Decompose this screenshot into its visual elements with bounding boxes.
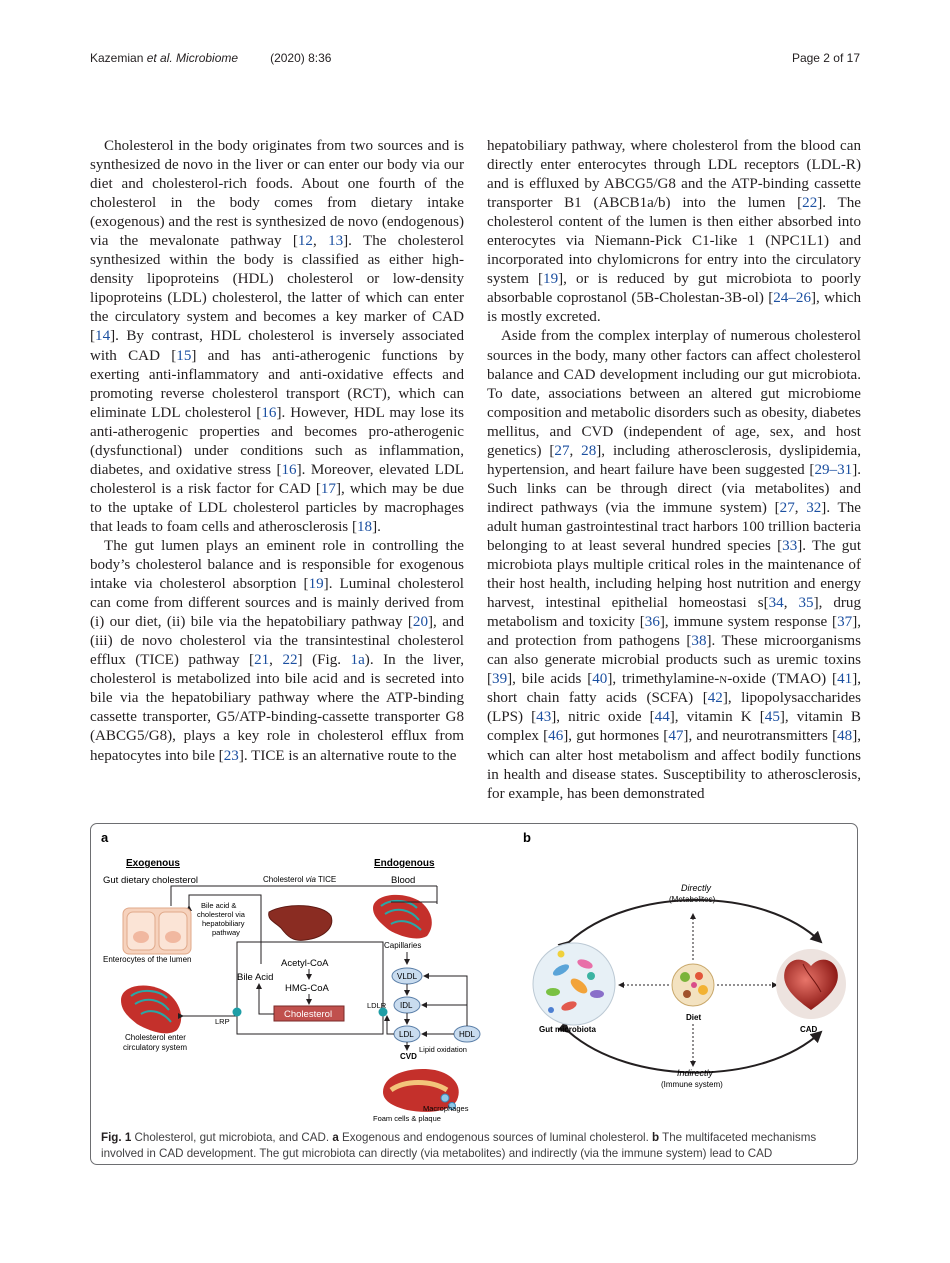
text-run: ], which is mostly excreted. (487, 290, 861, 326)
text-run: ). In the liver, cholesterol is metabolized into bile acid and is secreted into bile via the hepatobiliary pathway where the ATP-binding cassette transporter, G5/ATP-binding-cassette transporter G8 (ABCG5/G8), plays a key role in cholesterol efflux from hepatocytes into bile [ (90, 652, 464, 764)
hdl-label: HDL (459, 1030, 476, 1039)
citation-link[interactable]: 14 (95, 328, 111, 345)
panel-a-label: a (101, 830, 109, 845)
caption-text: The multifaceted mechanisms involved in CAD development. The gut microbiota can directly (via metabolites) and indirectly (via the immune system) lead to CAD (101, 1131, 817, 1160)
text-run: ], or is reduced by gut microbiota to poorly absorbable coprostanol (5B-Cholestan-3B-ol) [ (487, 271, 861, 307)
header-year-volume: (2020) 8:36 (270, 51, 332, 65)
citation-link[interactable]: 27 (554, 442, 570, 459)
figure-caption (101, 1130, 849, 1162)
header-etal: et al. (146, 51, 173, 65)
text-run: The gut lumen plays an eminent role in controlling the body’s cholesterol balance and is responsible for exogenous intake via cholesterol absorption [ (90, 537, 464, 593)
paragraph (90, 137, 464, 537)
text-run: , (783, 595, 799, 612)
citation-link[interactable]: 22 (282, 652, 298, 669)
citation-link[interactable]: 40 (592, 671, 608, 688)
text-run: , (269, 652, 283, 669)
bile-acid-label: Bile Acid (237, 972, 274, 983)
citation-link[interactable]: 18 (357, 518, 373, 535)
citation-link[interactable]: 15 (176, 347, 192, 364)
citation-link[interactable]: 13 (328, 233, 344, 250)
citation-link[interactable]: 45 (764, 709, 780, 726)
indirectly-label: Indirectly (677, 1068, 714, 1078)
citation-link[interactable]: 28 (581, 442, 597, 459)
enterocytes-label: Enterocytes of the lumen (103, 955, 192, 964)
immune-system-label: (Immune system) (661, 1080, 723, 1089)
citation-link[interactable]: 27 (779, 499, 795, 516)
header-journal: Microbiome (172, 51, 239, 65)
citation-link[interactable]: 20 (412, 614, 429, 631)
cad-label: CAD (800, 1025, 818, 1034)
text-run: ]. TICE is an alternative route to the (238, 747, 457, 764)
bile-acid-cholesterol-label-2: cholesterol via (197, 910, 245, 919)
citation-link[interactable]: 33 (782, 537, 798, 554)
lrp-receptor-node (233, 1008, 242, 1017)
liver-illustration (269, 906, 332, 941)
citation-link[interactable]: 42 (707, 690, 723, 707)
panel-b-label: b (523, 830, 531, 845)
citation-link[interactable]: 22 (802, 195, 818, 212)
idl-label: IDL (400, 1001, 413, 1010)
diet-label: Diet (686, 1013, 702, 1022)
blood-vessel-illustration-right (373, 895, 432, 939)
cad-heart-illustration (776, 949, 846, 1019)
citation-link[interactable]: 12 (297, 233, 313, 250)
text-run: ], gut hormones [ (563, 728, 669, 745)
directly-label: Directly (681, 883, 712, 893)
bile-acid-cholesterol-label-3: hepatobiliary (202, 919, 245, 928)
cholesterol-label: Cholesterol (284, 1009, 333, 1020)
text-run: ], bile acids [ (507, 671, 593, 688)
caption-text: Cholesterol, gut microbiota, and CAD. (131, 1131, 333, 1144)
text-run: , (794, 499, 807, 516)
right-column (487, 137, 861, 804)
ldlr-label: LDLR (367, 1001, 387, 1010)
figure-1 (90, 823, 858, 1165)
text-run: ], lipopolysaccharides (LPS) [ (487, 690, 861, 726)
citation-link[interactable]: 24–26 (773, 290, 811, 307)
text-run: ]. The cholesterol content of the lumen is then either absorbed into enterocytes via Niemann-Pick C1-like 1 (NPC1L1) and incorporated into chylomicrons for entry into the circulatory system [ (487, 195, 861, 288)
figure-link[interactable]: 1a (350, 652, 365, 669)
hdl-to-vldl-arrow (424, 976, 467, 1026)
blood-vessel-illustration-left (121, 985, 181, 1033)
text-run: ], including atherosclerosis, dyslipidemia, hypertension, and heart failure have been suggested [ (487, 442, 861, 478)
bile-acid-cholesterol-label-1: Bile acid & (201, 901, 237, 910)
citation-link[interactable]: 19 (308, 576, 324, 593)
endogenous-label: Endogenous (374, 858, 435, 869)
text-run: ], which can alter host metabolism and affect bodily functions in health and disease states. Susceptibility to atherosclerosis, for example, has been demonstrated (487, 728, 861, 802)
citation-link[interactable]: 44 (654, 709, 670, 726)
cholesterol-to-bile-arrow (259, 984, 274, 1014)
text-run: ]. The adult human gastrointestinal tract harbors 100 trillion bacteria belonging to at least several hundred species [ (487, 499, 861, 554)
exogenous-label: Exogenous (126, 858, 180, 869)
text-run: ]. Moreover, elevated LDL cholesterol is a risk factor for CAD [ (90, 461, 464, 497)
text-run: , (569, 442, 582, 459)
lipid-oxidation-label: Lipid oxidation (419, 1045, 467, 1054)
cvd-label: CVD (400, 1052, 417, 1061)
text-run: ]. (372, 518, 381, 535)
text-run: ], short chain fatty acids (SCFA) [ (487, 671, 861, 707)
text-run: ], and neurotransmitters [ (683, 728, 838, 745)
citation-link[interactable]: 16 (281, 461, 297, 478)
citation-link[interactable]: 19 (543, 271, 559, 288)
caption-text: Exogenous and endogenous sources of luminal cholesterol. (338, 1131, 653, 1144)
text-run: -oxide (TMAO) [ (727, 671, 838, 688)
citation-link[interactable]: 32 (806, 499, 822, 516)
text-run: ], nitric oxide [ (551, 709, 655, 726)
ldl-label: LDL (399, 1030, 414, 1039)
citation-link[interactable]: 41 (837, 671, 853, 688)
citation-link[interactable]: 16 (261, 404, 277, 421)
text-run: ] (Fig. (297, 652, 351, 669)
text-run: Cholesterol in the body originates from two sources and is synthesized de novo in the liver or can enter our body via our diet and cholesterol-rich foods. About one fourth of the cholesterol in the body comes from dietary intake (exogenous) and the rest is synthesized de novo (endogenous) via the mevalonate pathway [ (90, 138, 464, 250)
capillaries-label: Capillaries (384, 941, 422, 950)
tice-text-3: TICE (315, 875, 337, 884)
blood-label: Blood (391, 875, 416, 886)
citation-link[interactable]: 21 (254, 652, 270, 669)
left-column (90, 137, 464, 766)
gut-microbiota-illustration (533, 943, 615, 1025)
text-run: ]. Luminal cholesterol can come from different sources and is mainly derived from (i) our diet, (ii) bile via the hepatobiliary pathway [ (90, 576, 464, 631)
enterocytes-illustration (123, 908, 191, 954)
indirect-pathway-arrow (569, 1032, 821, 1073)
citation-link[interactable]: 38 (691, 633, 707, 650)
figure-diagram (91, 824, 857, 1124)
diet-illustration (672, 964, 714, 1006)
citation-link[interactable]: 23 (223, 747, 239, 764)
text-run: ]. These microorganisms can also generate microbial products such as uremic toxins [ (487, 633, 861, 688)
citation-link[interactable]: 34 (768, 595, 784, 612)
metabolites-label: (Metabolites) (669, 895, 716, 904)
text-run: Aside from the complex interplay of numerous cholesterol sources in the body, many other factors can affect cholesterol balance and CAD development including our gut microbiota. To date, associations between an altered gut microbiome composition and metabolic disorders such as obesity, diabetes mellitus, and CVD (independent of age, sex, and host genetics) [ (487, 328, 861, 459)
gut-microbiota-label: Gut microbiota (539, 1025, 596, 1034)
caption-panel-a: a (332, 1131, 339, 1144)
citation-link[interactable]: 48 (837, 728, 853, 745)
citation-link[interactable]: 29–31 (814, 461, 853, 478)
citation-link[interactable]: 46 (548, 728, 564, 745)
text-run: ]. The gut microbiota plays multiple critical roles in the maintenance of their host health, including helping host nutrition and energy harvest, intestinal epithelial homeostasi s[ (487, 537, 862, 612)
cholesterol-enter-label-2: circulatory system (123, 1043, 188, 1052)
bile-acid-cholesterol-label-4: pathway (212, 928, 240, 937)
paragraph (90, 537, 464, 766)
acetyl-coa-label: Acetyl-CoA (281, 958, 329, 969)
citation-link[interactable]: 35 (798, 595, 814, 612)
cholesterol-via-tice-label (263, 875, 336, 884)
tice-text-1: Cholesterol (263, 875, 306, 884)
text-run: hepatobiliary pathway, where cholesterol from the blood can directly enter enterocytes through LDL receptors (LDL-R) and is effluxed by ABCG5/G8 and the ATP-binding cassette transporter B1 (ABCB1a/b) into the lumen [ (487, 138, 861, 212)
citation-link[interactable]: 43 (536, 709, 552, 726)
citation-link[interactable]: 36 (644, 614, 660, 631)
citation-link[interactable]: 39 (492, 671, 508, 688)
macrophages-label: Macrophages (423, 1104, 469, 1113)
citation-link[interactable]: 47 (668, 728, 684, 745)
cholesterol-enter-label-1: Cholesterol enter (125, 1033, 186, 1042)
paragraph (487, 327, 861, 803)
running-header-page: Page 2 of 17 (791, 51, 860, 65)
text-run: ], and protection from pathogens [ (487, 614, 861, 650)
text-run: ]. The cholesterol synthesized within the body is classified as either high-density lipoproteins (HDL) cholesterol or low-density lipoproteins (LDL) cholesterol, the latter of which can enter the circulatory system and becomes a key marker of CAD [ (90, 233, 465, 345)
caption-panel-b: b (652, 1131, 660, 1144)
text-run: ], and (iii) de novo cholesterol via the transintestinal cholesterol efflux (TICE) pathway [ (90, 614, 464, 669)
foam-cells-label: Foam cells & plaque (373, 1114, 441, 1123)
text-run: ], vitamin B complex [ (487, 709, 861, 745)
text-run: ], drug metabolism and toxicity [ (487, 595, 862, 631)
ldl-to-ldlr-arrow (387, 1016, 394, 1034)
text-run: ], which may be due to the uptake of LDL cholesterol particles by macrophages that leads to foam cells and atherosclerosis [ (90, 480, 464, 535)
hmg-coa-label: HMG-CoA (285, 983, 329, 994)
paragraph (487, 137, 861, 327)
text-run: ], immune system response [ (659, 614, 838, 631)
text-run: ], vitamin K [ (669, 709, 765, 726)
direct-pathway-arrow (569, 900, 821, 942)
tice-text-2: via (305, 875, 316, 884)
text-run: ]. However, HDL may lose its anti-atherogenic properties and becomes pro-atherogenic (dysfunctional) under conditions such as inflammation, diabetes, and oxidative stress [ (90, 404, 464, 478)
small-caps-n: n (719, 671, 728, 688)
caption-label: Fig. 1 (101, 1131, 132, 1144)
text-run: ]. Such links can be through direct (via metabolites) and indirect pathways (via the immune system) [ (487, 461, 861, 516)
citation-link[interactable]: 17 (320, 480, 336, 497)
gut-dietary-cholesterol-label: Gut dietary cholesterol (103, 875, 199, 886)
lrp-label: LRP (215, 1017, 230, 1026)
text-run: , (312, 233, 329, 250)
header-authors: Kazemian (90, 51, 147, 65)
running-header-left (90, 51, 331, 65)
vldl-label: VLDL (397, 972, 418, 981)
text-run: ]. By contrast, HDL cholesterol is inversely associated with CAD [ (90, 328, 464, 364)
text-run: ] and has anti-atherogenic functions by exerting anti-inflammatory and anti-oxidative effects and promoting reverse cholesterol transport (RCT), which can eliminate LDL cholesterol [ (90, 347, 464, 421)
text-run: ], trimethylamine- (607, 671, 720, 688)
citation-link[interactable]: 37 (837, 614, 853, 631)
